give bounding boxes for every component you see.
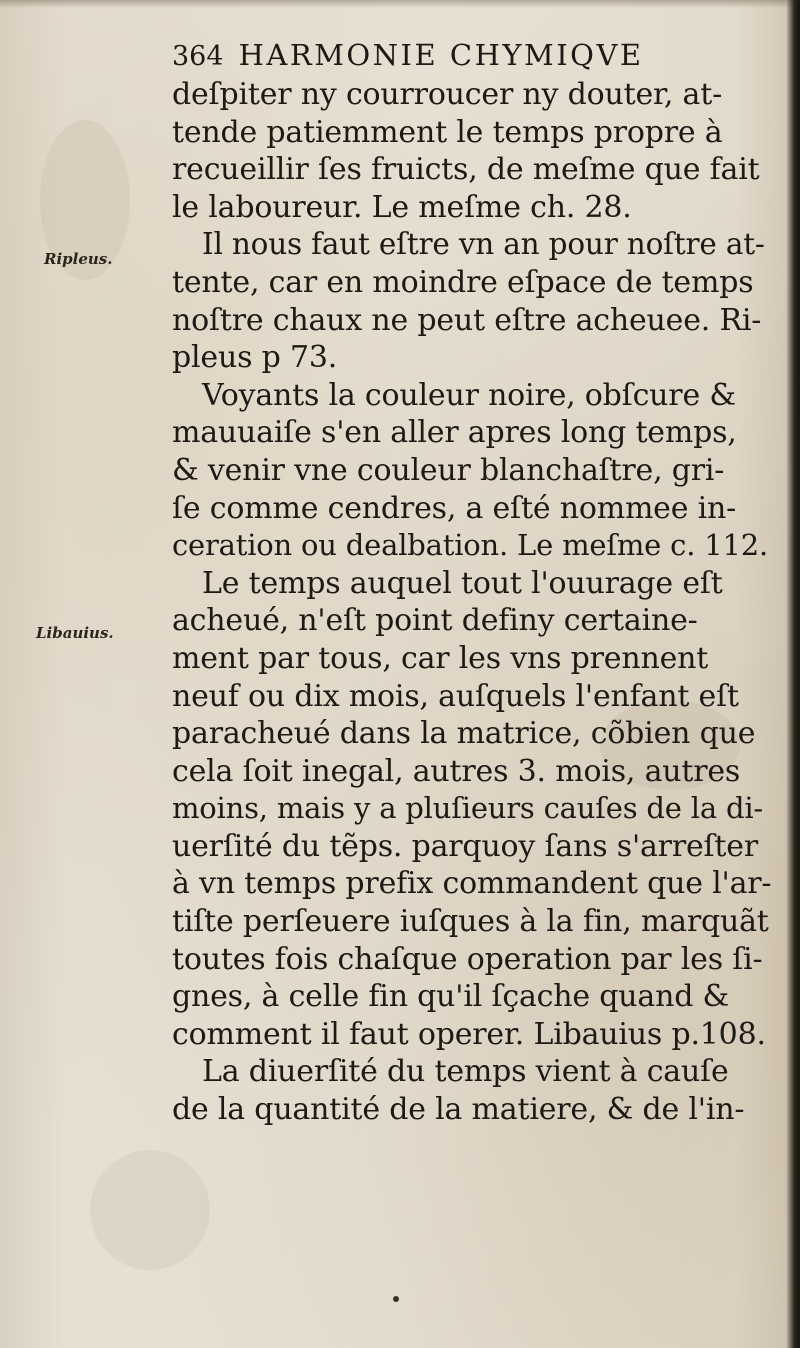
margin-note-libauius: Libauius. <box>36 624 114 642</box>
text-line: & venir vne couleur blanchaſtre, gri- <box>172 452 725 488</box>
text-line: ment par tous, car les vns prennent <box>172 640 709 676</box>
text-line: mauuaiſe s'en aller apres long temps, <box>172 415 737 451</box>
text-line: tiſte perſeuere iuſques à la fin, marquãt <box>172 904 769 940</box>
text-line: recueillir ſes fruicts, de meſme que fait <box>172 152 760 188</box>
text-line: uerſité du tẽps. parquoy ſans s'arreſter <box>172 828 758 864</box>
page-top-shadow <box>0 0 800 8</box>
text-line: de la quantité de la matiere, & de l'in- <box>172 1092 745 1128</box>
text-line: moins, mais y a pluſieurs cauſes de la di- <box>172 791 763 826</box>
text-line: comment il faut operer. Libauius p.108. <box>172 1016 766 1052</box>
body-text <box>172 76 772 1129</box>
text-line: tente, car en moindre eſpace de temps <box>172 264 754 300</box>
text-line: La diuerſité du temps vient à cauſe <box>202 1054 729 1090</box>
text-line: deſpiter ny courroucer ny douter, at- <box>172 77 723 112</box>
text-line: Voyants la couleur noire, obſcure & <box>202 377 736 413</box>
text-line: toutes fois chaſque operation par les ſi- <box>172 941 763 977</box>
margin-note-ripleus: Ripleus. <box>44 250 113 268</box>
text-line: pleus p 73. <box>172 340 338 376</box>
text-line: gnes, à celle fin qu'il ſçache quand & <box>172 979 730 1015</box>
text-line: paracheué dans la matrice, cõbien que <box>172 716 756 752</box>
text-line: acheué, n'eſt point definy certaine- <box>172 603 698 639</box>
text-line: ceration ou dealbation. Le meſme c. 112. <box>172 528 769 563</box>
text-line: ſe comme cendres, a eſté nommee in- <box>172 490 737 526</box>
text-line: cela ſoit inegal, autres 3. mois, autres <box>172 753 741 789</box>
page-number: 364 <box>172 41 224 72</box>
text-line: Il nous faut eſtre vn an pour noſtre at- <box>202 227 765 262</box>
text-line: à vn temps prefix commandent que l'ar- <box>172 866 772 902</box>
binding-edge <box>786 0 800 1348</box>
text-line: neuf ou dix mois, auſquels l'enfant eſt <box>172 678 739 714</box>
text-line: le laboureur. Le meſme ch. 28. <box>172 189 632 225</box>
text-line: Le temps auquel tout l'ouurage eſt <box>202 565 723 601</box>
text-line: tende patiemment le temps propre à <box>172 114 723 150</box>
paper-stain <box>90 1150 210 1270</box>
text-line: noſtre chaux ne peut eſtre acheuee. Ri- <box>172 302 762 338</box>
ink-dot <box>393 1296 399 1302</box>
running-title: HARMONIE CHYMIQVE <box>238 38 644 72</box>
